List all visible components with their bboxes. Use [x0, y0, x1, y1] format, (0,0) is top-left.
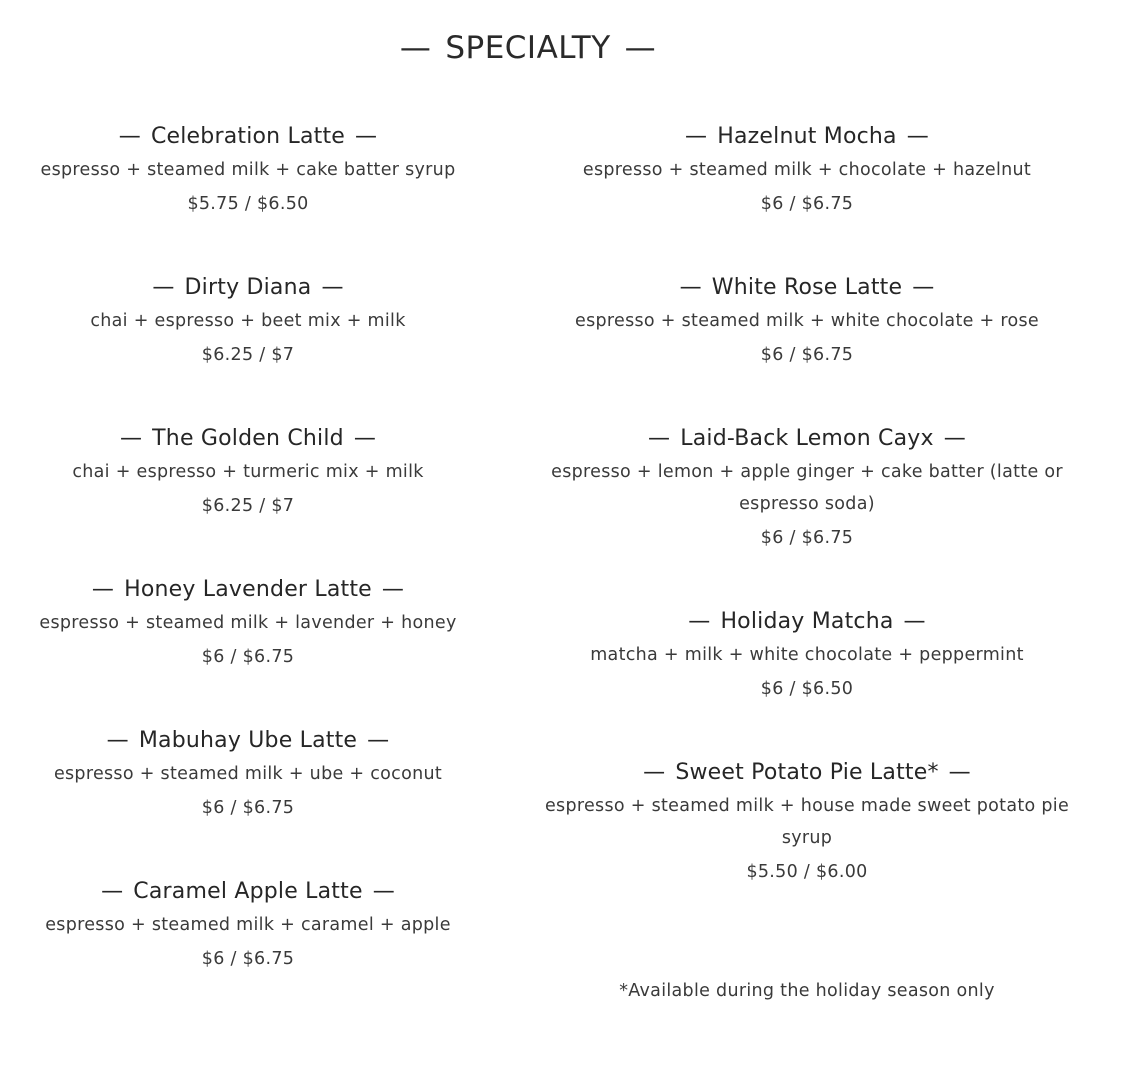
footnote: *Available during the holiday season only	[619, 981, 995, 1001]
menu-item-price: $5.75 / $6.50	[187, 194, 309, 214]
menu-item-title: — Honey Lavender Latte —	[91, 577, 405, 602]
menu-item-description: chai + espresso + turmeric mix + milk	[72, 462, 424, 482]
menu-item-description: espresso + steamed milk + chocolate + hazelnut	[582, 160, 1032, 180]
menu-item	[537, 271, 1077, 422]
menu-item-name: Hazelnut Mocha	[717, 124, 897, 149]
menu-item	[537, 605, 1077, 756]
menu-item	[28, 120, 468, 271]
menu-item-description: espresso + steamed milk + caramel + apple	[45, 915, 451, 935]
menu-item	[28, 271, 468, 422]
menu-item-description: espresso + steamed milk + house made sweet potato pie syrup	[544, 796, 1070, 848]
menu-item-price: $6 / $6.75	[760, 345, 854, 365]
menu-item-price: $6 / $6.75	[760, 528, 854, 548]
menu-item-title: — Mabuhay Ube Latte —	[106, 728, 390, 753]
menu-item-title: — Holiday Matcha —	[688, 609, 926, 634]
menu-item-price: $6.25 / $7	[201, 496, 295, 516]
menu-item-price: $6 / $6.75	[201, 949, 295, 969]
menu-item-name: Honey Lavender Latte	[124, 577, 372, 602]
menu-item-name: Mabuhay Ube Latte	[138, 728, 358, 753]
menu-item-description: espresso + steamed milk + white chocolate + rose	[575, 311, 1039, 331]
menu-item-name: Caramel Apple Latte	[133, 879, 363, 904]
menu-item-title: — White Rose Latte —	[679, 275, 935, 300]
menu-column-right	[537, 120, 1077, 939]
menu-item-name: Holiday Matcha	[720, 609, 894, 634]
menu-item-description: espresso + lemon + apple ginger + cake batter (latte or espresso soda)	[551, 462, 1063, 514]
menu-item-title: — Caramel Apple Latte —	[101, 879, 395, 904]
menu-item-title: — Dirty Diana —	[152, 275, 344, 300]
menu-item-description: chai + espresso + beet mix + milk	[90, 311, 406, 331]
menu-item	[28, 422, 468, 573]
menu-item-name: White Rose Latte	[711, 275, 903, 300]
menu-item-price: $6 / $6.50	[760, 679, 854, 699]
menu-item-name: Sweet Potato Pie Latte*	[675, 760, 939, 785]
menu-item-description: espresso + steamed milk + cake batter syrup	[40, 160, 456, 180]
menu-item-name: Celebration Latte	[150, 124, 346, 149]
menu-item-title: — Hazelnut Mocha —	[685, 124, 929, 149]
menu-item-name: Laid-Back Lemon Cayx	[680, 426, 934, 451]
menu-item-description: espresso + steamed milk + ube + coconut	[53, 764, 443, 784]
menu-column-left	[28, 120, 468, 1026]
menu-item-title: — Sweet Potato Pie Latte* —	[643, 760, 971, 785]
menu-item-price: $6 / $6.75	[201, 647, 295, 667]
menu-item-name: The Golden Child	[152, 426, 344, 451]
menu-item	[28, 573, 468, 724]
menu-item-price: $5.50 / $6.00	[746, 862, 868, 882]
menu-item-description: matcha + milk + white chocolate + peppermint	[590, 645, 1024, 665]
menu-item-price: $6.25 / $7	[201, 345, 295, 365]
menu-item	[537, 120, 1077, 271]
menu-item	[537, 422, 1077, 605]
heading-dash-right: —	[624, 30, 657, 66]
menu-item	[28, 875, 468, 1026]
menu-item	[28, 724, 468, 875]
menu-item-title: — The Golden Child —	[119, 426, 377, 451]
menu-item-description: espresso + steamed milk + lavender + honey	[39, 613, 457, 633]
section-title: SPECIALTY	[445, 30, 611, 66]
menu-item-title: — Laid-Back Lemon Cayx —	[648, 426, 966, 451]
menu-item	[537, 756, 1077, 939]
heading-dash-left: —	[399, 30, 432, 66]
menu-item-name: Dirty Diana	[184, 275, 312, 300]
section-heading	[0, 30, 1056, 66]
menu-item-title: — Celebration Latte —	[118, 124, 378, 149]
menu-item-price: $6 / $6.75	[201, 798, 295, 818]
menu-item-price: $6 / $6.75	[760, 194, 854, 214]
